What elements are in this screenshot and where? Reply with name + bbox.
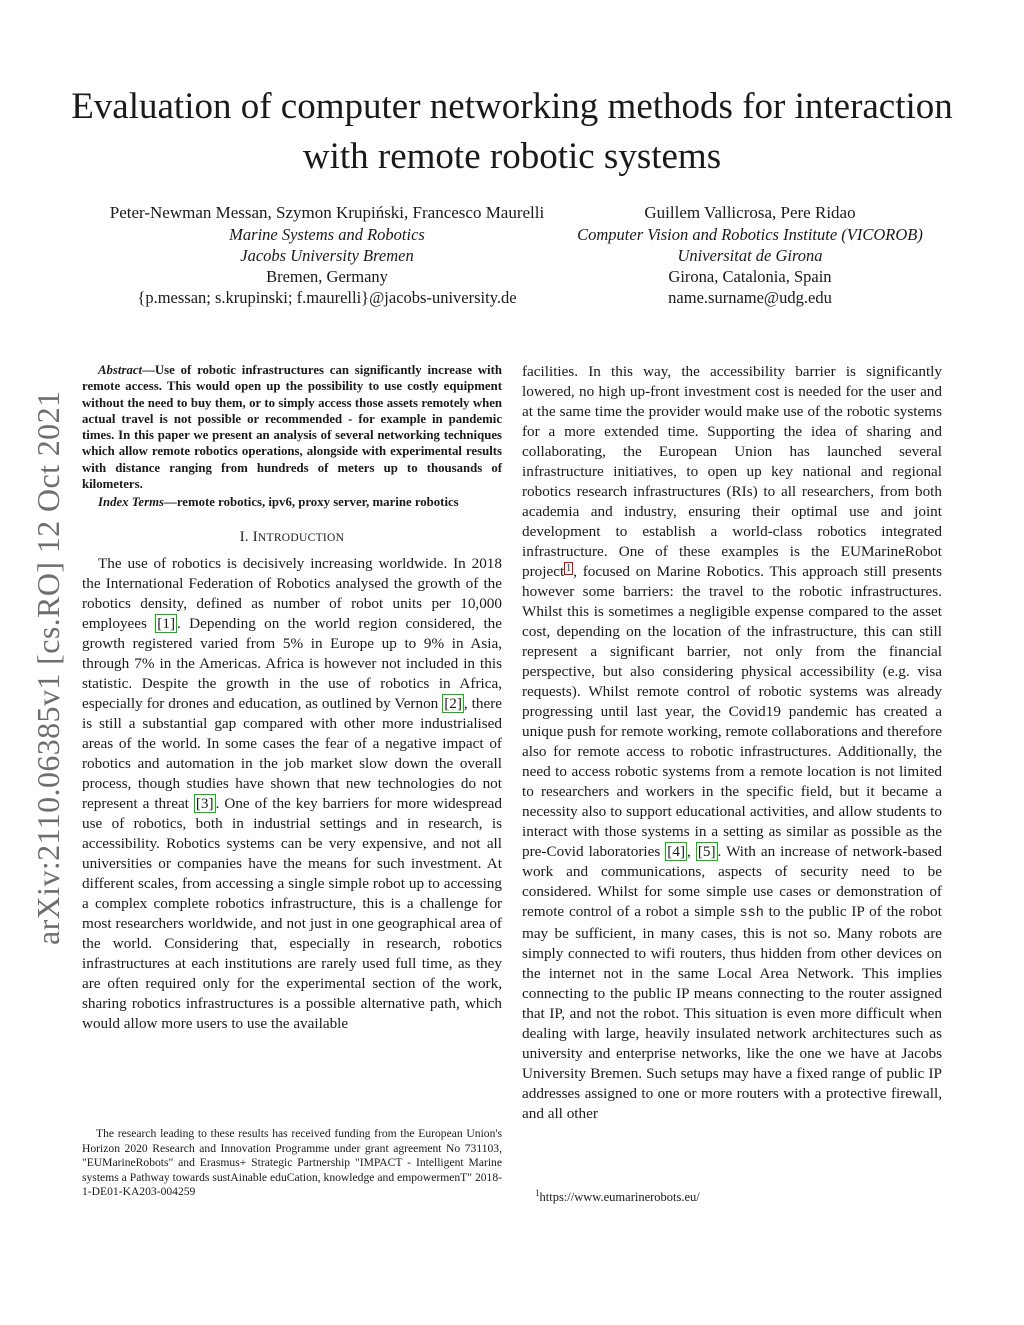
footnote-url[interactable]: https://www.eumarinerobots.eu/: [539, 1190, 700, 1205]
author-department: Marine Systems and Robotics: [229, 225, 425, 244]
abstract-label: Abstract: [98, 363, 143, 377]
abstract-text: —Use of robotic infrastructures can significantly increase with remote access. This would open up the possibility to use costly equipment without the need to buy them, or to simply access those assets remotely when actual travel is not possible or recommended - for example in pandemic times. In this paper we present an analysis of several networking techniques which allow remote robotics operations, alongside with experimental results with distance ranging from hundreds of meters up to thousands of kilometers.: [82, 363, 502, 492]
abstract: [82, 362, 502, 492]
funding-footnote: The research leading to these results has received funding from the European Union's Horizon 2020 Research and Innovation Programme under grant agreement No 731103, "EUMarineRobots" and Erasmus+ Strategic Partnership "IMPACT - Intelligent Marine systems a Pathway towards sustAinable eduCation, knowledge and empowermenT" 2018-1-DE01-KA203-004259: [82, 1127, 502, 1199]
author-department: Computer Vision and Robotics Institute (VICOROB): [577, 225, 923, 244]
intro-continuation: facilities. In this way, the accessibility barrier is significantly lowered, no high up-front investment cost is needed for the user and at the same time the provider would make use of the robotic systems for a more extended time. Supporting the idea of sharing and collaborating, the European Union has launched several infrastructure initiatives, to open up key national and regional robotics research infrastructures (RIs) to all researchers, from both academia and industry, ensuring their optimal use and joint development to establish a world-class robotics integrated infrastructure. One of these examples is the EUMarineRobot project $^1$ , focused on Marine Robotics. This approach still presents however some barriers: the travel to the robotic infrastructures. Whilst this is sometimes a negligible expense compared to the asset cost, depending on the location of the infrastructure, this can still represent a significant barrier, not only from the financial perspective, but also considering physical accessibility (e.g. visa requests). Whilst remote control of robotic systems was already progressing until last year, the Covid19 pandemic has created a unique push for remote working, remote collaborations and therefore also for remote access to robotic infrastructures. Additionally, the need to access robotic systems from a remote location is not limited to researchers and workers in the specific field, but it became a necessity also to support educational activities, and allow students to interact with those systems in a setting as similar as possible as the pre-Covid laboratories [4] , [5] . With an increase of network-based work and communications, aspects of security need to be considered. Whilst for some simple use cases or demonstration of remote control of a robot a simple ssh to the public IP of the robot may be sufficient, in many cases, this is not so. Many robots are simply connected to wifi routers, thus hidden from other devices on the internet not in the same Local Area Network. This implies connecting to the public IP means connecting to the router assigned that IP, and not the robot. This situation is even more difficult when dealing with large, heavily insulated network architectures such as university and enterprise networks, like the one we have at Jacobs University Bremen. Such setups may have a fixed range of public IP addresses assigned to one or more routers with a protective firewall, and all other: [522, 363, 943, 1122]
citation-link[interactable]: [2]: [444, 694, 462, 712]
citation-link[interactable]: [3]: [195, 794, 214, 812]
citation-link[interactable]: [1]: [157, 614, 176, 632]
arxiv-identifier: arXiv:2110.06385v1 [cs.RO] 12 Oct 2021: [30, 390, 66, 945]
author-location: Girona, Catalonia, Spain: [668, 267, 832, 286]
url-footnote: [535, 1186, 935, 1205]
author-location: Bremen, Germany: [266, 267, 388, 286]
intro-paragraph: The use of robotics is decisively increasing worldwide. In 2018 the International Federation of Robotics analysed the growth of the robotics density, defined as number of robot units per 10,000 employees [1] . Depending on the world region considered, the growth registered varied from 5% in Europe up to 9% in Asia, through 7% in the Americas. Africa is however not included in this statistic. Despite the growth in the use of robotics in Africa, especially for drones and education, as outlined by Vernon [2] , there is still a substantial gap compared with other more industrialised areas of the world. In some cases the fear of a negative impact of robotics and automation in the job market slow down the overall process, though studies have shown that new technologies do not represent a threat [3] . One of the key barriers for more widespread use of robotics, both in industrial settings and in research, is accessibility. Robotics systems can be very expensive, and not all universities or companies have the means for such investment. At different scales, from accessing a single simple robot up to accessing a complex complete robotics infrastructure, this is a challenge for most researchers worldwide, and not just in one geographical area of the world. Considering that, especially in research, robotics infrastructures at each institutions are rarely used full time, as they are often required only for the experimental section of the work, sharing robotics infrastructures is a possible alternative path, which would allow more users to use the available: [82, 554, 503, 1032]
author-email: name.surname@udg.edu: [668, 288, 832, 307]
author-email: {p.messan; s.krupinski; f.maurelli}@jacobs-university.de: [137, 288, 517, 307]
paper-title: Evaluation of computer networking methods for interaction with remote robotic systems: [71, 86, 953, 177]
ssh-command: ssh: [739, 906, 764, 921]
author-names: Peter-Newman Messan, Szymon Krupiński, Francesco Maurelli: [109, 203, 545, 222]
left-column: [82, 362, 502, 1034]
index-terms-label: Index Terms: [98, 495, 165, 510]
author-institution: Universitat de Girona: [677, 246, 823, 265]
footnote-link[interactable]: 1: [566, 563, 572, 574]
right-column: [522, 362, 942, 1124]
author-block-girona: [560, 201, 940, 308]
index-terms-text: —remote robotics, ipv6, proxy server, marine robotics: [164, 495, 459, 510]
citation-link[interactable]: [5]: [697, 843, 716, 860]
citation-link[interactable]: [4]: [667, 843, 686, 860]
author-names: Guillem Vallicrosa, Pere Ridao: [644, 203, 856, 222]
index-terms: [82, 494, 502, 510]
author-institution: Jacobs University Bremen: [240, 246, 414, 265]
footnote-mark: 1: [535, 1188, 540, 1198]
author-block-jacobs: [72, 201, 582, 308]
section-heading-introduction: I. INTRODUCTION: [239, 528, 345, 545]
